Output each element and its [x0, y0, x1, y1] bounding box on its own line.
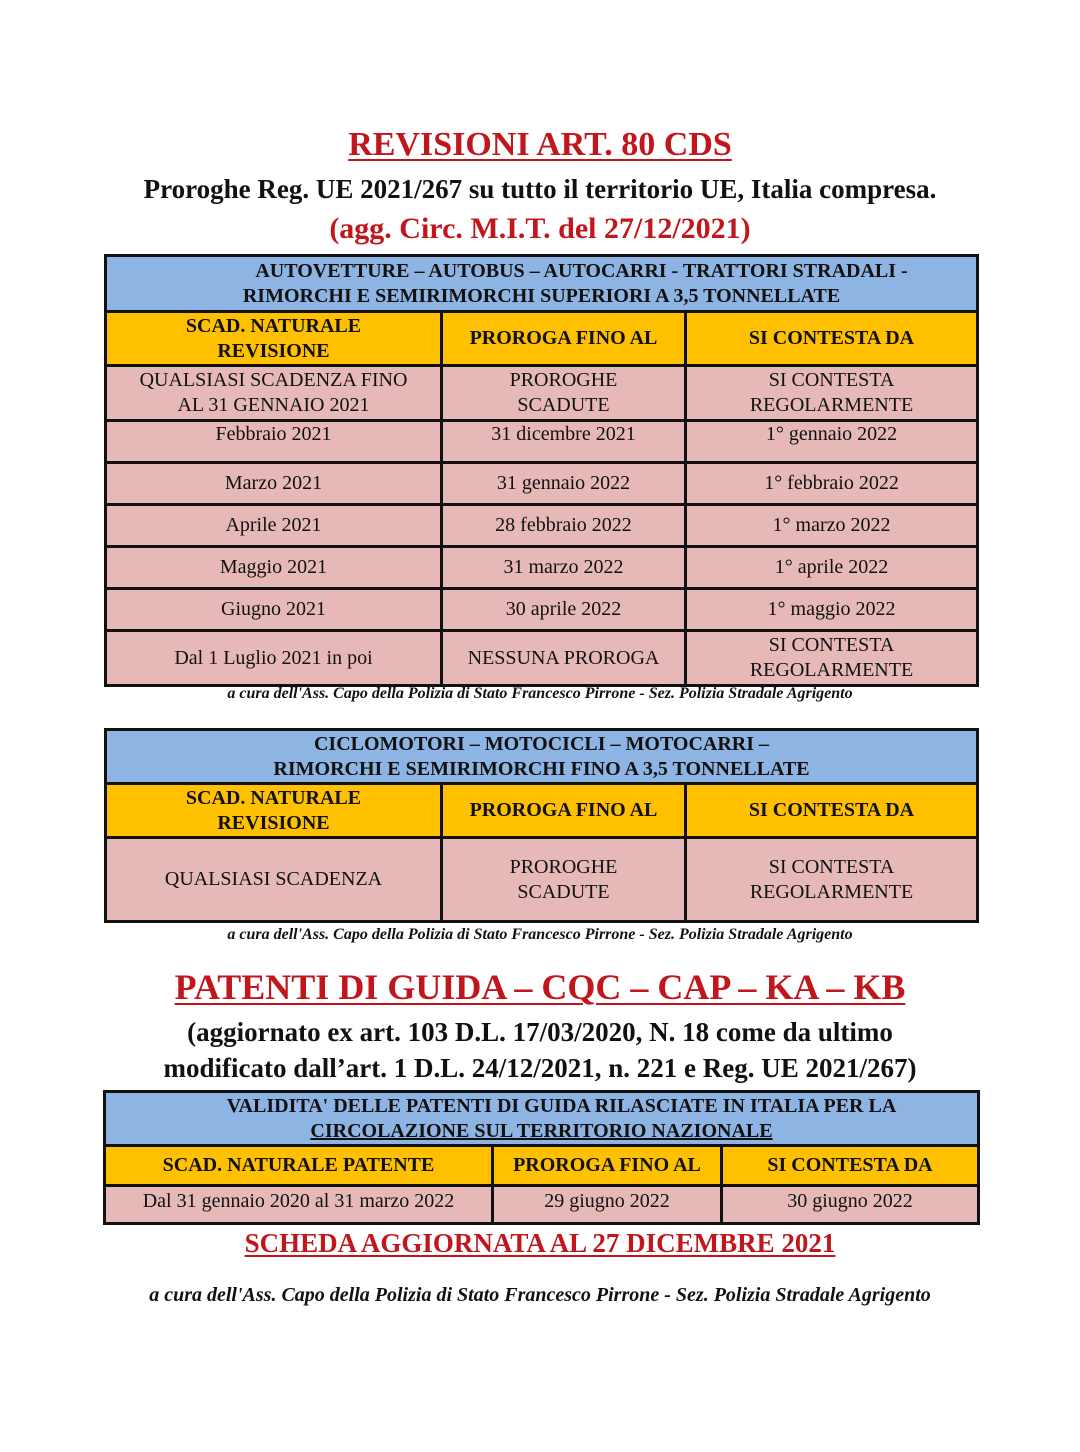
- revisioni-table-heavy: [104, 254, 979, 687]
- table-row: Marzo 2021 31 gennaio 2022 1° febbraio 2022: [106, 463, 978, 505]
- patenti-table: [103, 1090, 980, 1225]
- update-note: (agg. Circ. M.I.T. del 27/12/2021): [329, 212, 751, 245]
- table-heading: CICLOMOTORI – MOTOCICLI – MOTOCARRI – RIMORCHI E SEMIRIMORCHI FINO A 3,5 TONNELLATE: [106, 730, 978, 784]
- table-row: QUALSIASI SCADENZA PROROGHE SCADUTE SI CONTESTA REGOLARMENTE: [106, 838, 978, 922]
- subtitle: Proroghe Reg. UE 2021/267 su tutto il territorio UE, Italia compresa.: [143, 174, 937, 204]
- column-header: PROROGA FINO AL: [493, 1146, 722, 1186]
- update-banner: SCHEDA AGGIORNATA AL 27 DICEMBRE 2021: [244, 1228, 836, 1258]
- table-row: QUALSIASI SCADENZA FINO AL 31 GENNAIO 2021 PROROGHE SCADUTE SI CONTESTA REGOLARMENTE: [106, 366, 978, 421]
- column-header: PROROGA FINO AL: [442, 312, 686, 366]
- column-header: PROROGA FINO AL: [442, 784, 686, 838]
- table-row: Maggio 2021 31 marzo 2022 1° aprile 2022: [106, 547, 978, 589]
- column-header: SCAD. NATURALE REVISIONE: [106, 784, 442, 838]
- column-header: SI CONTESTA DA: [686, 312, 978, 366]
- credit-note: a cura dell'Ass. Capo della Polizia di Stato Francesco Pirrone - Sez. Polizia Stradale Agrigento: [227, 926, 853, 943]
- table-heading: VALIDITA' DELLE PATENTI DI GUIDA RILASCIATE IN ITALIA PER LA CIRCOLAZIONE SUL TERRITORIO NAZIONALE: [105, 1092, 979, 1146]
- revisioni-table-light: [104, 728, 979, 923]
- table-row: Aprile 2021 28 febbraio 2022 1° marzo 2022: [106, 505, 978, 547]
- page-title: REVISIONI ART. 80 CDS: [348, 126, 732, 163]
- column-header: SI CONTESTA DA: [722, 1146, 979, 1186]
- patenti-subtitle: (aggiornato ex art. 103 D.L. 17/03/2020, N. 18 come da ultimo modificato dall’art. 1 D.L. 24/12/2021, n. 221 e Reg. UE 2021/267): [163, 1017, 917, 1083]
- credit-note: a cura dell'Ass. Capo della Polizia di Stato Francesco Pirrone - Sez. Polizia Stradale Agrigento: [227, 685, 853, 702]
- column-header: SCAD. NATURALE PATENTE: [105, 1146, 493, 1186]
- column-header: SCAD. NATURALE REVISIONE: [106, 312, 442, 366]
- table-row: Febbraio 2021 31 dicembre 2021 1° gennaio 2022: [106, 421, 978, 463]
- patenti-title: PATENTI DI GUIDA – CQC – CAP – KA – KB: [174, 967, 906, 1007]
- table-row: Dal 31 gennaio 2020 al 31 marzo 2022 29 giugno 2022 30 giugno 2022: [105, 1186, 979, 1224]
- column-header: SI CONTESTA DA: [686, 784, 978, 838]
- table-row: Giugno 2021 30 aprile 2022 1° maggio 2022: [106, 589, 978, 631]
- table-row: Dal 1 Luglio 2021 in poi NESSUNA PROROGA SI CONTESTA REGOLARMENTE: [106, 631, 978, 686]
- footer-credit: a cura dell'Ass. Capo della Polizia di Stato Francesco Pirrone - Sez. Polizia Stradale Agrigento: [149, 1284, 931, 1306]
- table-heading: AUTOVETTURE – AUTOBUS – AUTOCARRI - TRATTORI STRADALI - RIMORCHI E SEMIRIMORCHI SUPERIORI A 3,5 TONNELLATE: [106, 256, 978, 312]
